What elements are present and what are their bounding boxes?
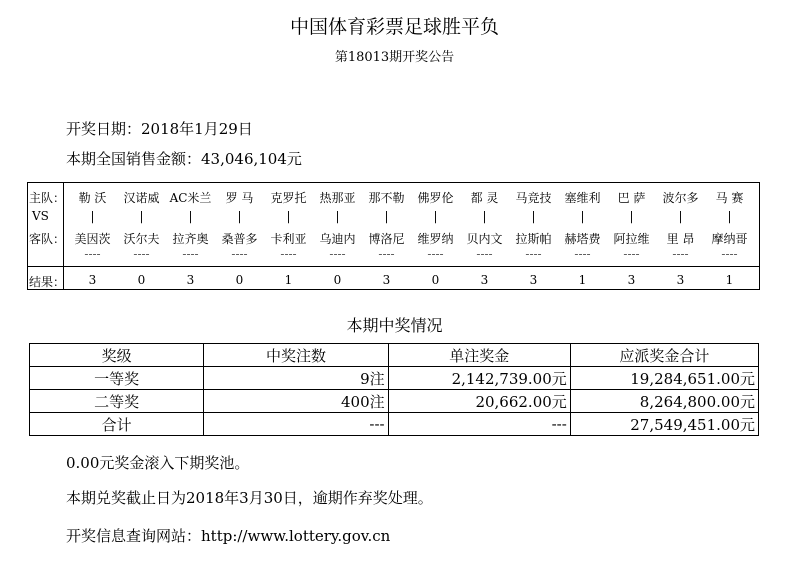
unit-prize: 20,662.00元 — [388, 390, 570, 413]
match-result: 3 — [382, 273, 391, 287]
header-level: 奖级 — [30, 344, 204, 367]
vs-bar: | — [433, 209, 438, 223]
prize-level: 合计 — [30, 413, 204, 436]
prize-header-row — [30, 344, 759, 367]
vs-bar: | — [531, 209, 536, 223]
away-team: 拉齐奥 — [172, 232, 209, 246]
vs-bar: | — [580, 209, 585, 223]
home-team: 勒 沃 — [78, 191, 107, 205]
dash-mark: ---- — [427, 247, 444, 261]
match-result: 3 — [676, 273, 685, 287]
vs-bar: | — [482, 209, 487, 223]
away-team: 卡利亚 — [270, 232, 307, 246]
total-prize: 8,264,800.00元 — [570, 390, 758, 413]
home-team: 都 灵 — [470, 191, 499, 205]
home-team: 巴 萨 — [617, 191, 646, 205]
match-grid — [27, 182, 760, 290]
table-row — [30, 390, 759, 413]
vs-bar: | — [237, 209, 242, 223]
away-team: 摩纳哥 — [711, 232, 748, 246]
prize-level: 二等奖 — [30, 390, 204, 413]
result-divider — [28, 266, 759, 267]
unit-prize: --- — [388, 413, 570, 436]
winner-count: 9注 — [204, 367, 388, 390]
match-result: 3 — [186, 273, 195, 287]
dash-mark: ---- — [182, 247, 199, 261]
vs-label: VS — [32, 209, 49, 223]
match-result: 0 — [235, 273, 244, 287]
home-team: 那不勒 — [368, 191, 405, 205]
away-team: 拉斯帕 — [515, 232, 552, 246]
match-result: 0 — [333, 273, 342, 287]
total-prize: 27,549,451.00元 — [570, 413, 758, 436]
home-team: 马竞技 — [515, 191, 552, 205]
winner-count: 400注 — [204, 390, 388, 413]
draw-date: 开奖日期：2018年1月29日 — [66, 120, 253, 138]
table-row — [30, 367, 759, 390]
home-team: 波尔多 — [662, 191, 699, 205]
dash-mark: ---- — [378, 247, 395, 261]
website-note: 开奖信息查询网站：http://www.lottery.gov.cn — [66, 527, 391, 545]
home-label: 主队： — [29, 191, 66, 205]
vs-bar: | — [629, 209, 634, 223]
vs-bar: | — [727, 209, 732, 223]
away-team: 阿拉维 — [613, 232, 650, 246]
deadline-note: 本期兑奖截止日为2018年3月30日，逾期作弃奖处理。 — [66, 489, 433, 507]
away-label: 客队： — [29, 232, 66, 246]
page-title: 中国体育彩票足球胜平负 — [289, 16, 499, 38]
home-team: 克罗托 — [270, 191, 307, 205]
match-result: 0 — [137, 273, 146, 287]
vs-bar: | — [678, 209, 683, 223]
vs-bar: | — [286, 209, 291, 223]
away-team: 桑普多 — [221, 232, 258, 246]
dash-mark: ---- — [133, 247, 150, 261]
dash-mark: ---- — [231, 247, 248, 261]
away-team: 博洛尼 — [368, 232, 405, 246]
header-unit-prize: 单注奖金 — [388, 344, 570, 367]
sales-amount: 本期全国销售金额：43,046,104元 — [66, 150, 302, 168]
match-result: 3 — [529, 273, 538, 287]
dash-mark: ---- — [476, 247, 493, 261]
dash-mark: ---- — [721, 247, 738, 261]
away-team: 赫塔费 — [564, 232, 601, 246]
dash-mark: ---- — [329, 247, 346, 261]
total-prize: 19,284,651.00元 — [570, 367, 758, 390]
home-team: 汉诺威 — [123, 191, 160, 205]
prize-section-title: 本期中奖情况 — [346, 316, 443, 335]
away-team: 乌迪内 — [319, 232, 356, 246]
match-result: 0 — [431, 273, 440, 287]
unit-prize: 2,142,739.00元 — [388, 367, 570, 390]
result-label: 结果： — [29, 275, 66, 289]
away-team: 沃尔夫 — [123, 232, 160, 246]
match-result: 3 — [627, 273, 636, 287]
home-team: 罗 马 — [225, 191, 254, 205]
rollover-note: 0.00元奖金滚入下期奖池。 — [66, 454, 250, 472]
page-subtitle: 第18013期开奖公告 — [334, 50, 455, 65]
vs-bar: | — [90, 209, 95, 223]
home-team: 热那亚 — [319, 191, 356, 205]
vs-bar: | — [384, 209, 389, 223]
away-team: 里 昂 — [666, 232, 695, 246]
home-team: 塞维利 — [564, 191, 601, 205]
table-row — [30, 413, 759, 436]
vs-bar: | — [188, 209, 193, 223]
match-result: 3 — [480, 273, 489, 287]
header-count: 中奖注数 — [204, 344, 388, 367]
away-team: 维罗纳 — [417, 232, 454, 246]
dash-mark: ---- — [672, 247, 689, 261]
match-result: 3 — [88, 273, 97, 287]
away-team: 贝内文 — [466, 232, 503, 246]
header-total: 应派奖金合计 — [570, 344, 758, 367]
dash-mark: ---- — [574, 247, 591, 261]
prize-level: 一等奖 — [30, 367, 204, 390]
prize-table — [29, 343, 759, 436]
home-team: 马 赛 — [715, 191, 744, 205]
match-result: 1 — [284, 273, 293, 287]
dash-mark: ---- — [84, 247, 101, 261]
dash-mark: ---- — [623, 247, 640, 261]
vs-bar: | — [335, 209, 340, 223]
winner-count: --- — [204, 413, 388, 436]
away-team: 美因茨 — [74, 232, 111, 246]
dash-mark: ---- — [280, 247, 297, 261]
match-result: 1 — [578, 273, 587, 287]
home-team: AC米兰 — [169, 191, 212, 205]
dash-mark: ---- — [525, 247, 542, 261]
vs-bar: | — [139, 209, 144, 223]
match-result: 1 — [725, 273, 734, 287]
home-team: 佛罗伦 — [417, 191, 454, 205]
